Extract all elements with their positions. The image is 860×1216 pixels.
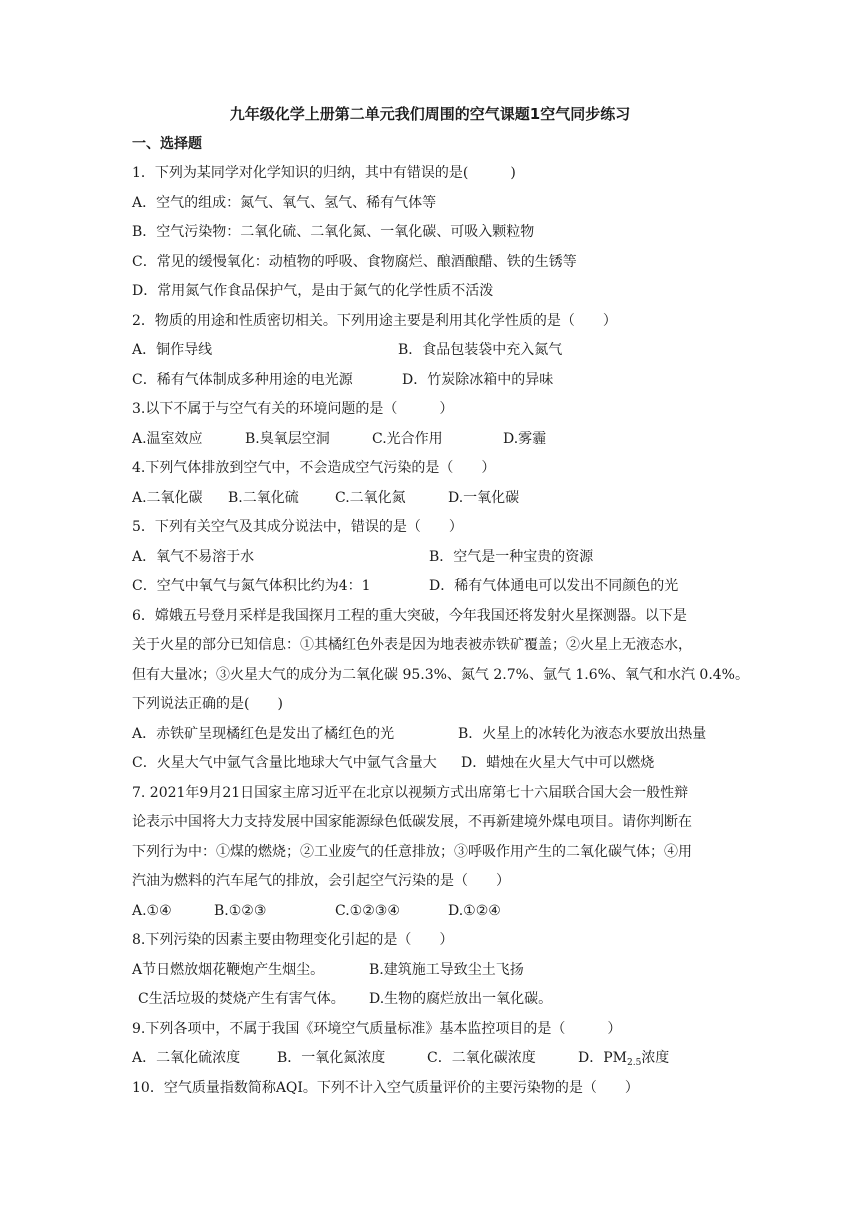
question-9-options (132, 1044, 752, 1074)
question-6-stem-line-1: 6．嫦娥五号登月采样是我国探月工程的重大突破，今年我国还将发射火星探测器。以下是 (132, 607, 687, 624)
question-6-option-d: D．蜡烛在火星大气中可以燃烧 (461, 755, 655, 771)
question-10-stem: 10．空气质量指数简称AQI。下列不计入空气质量评价的主要污染物的是（ ） (132, 1079, 639, 1096)
question-7-stem-line-4: 汽油为燃料的汽车尾气的排放，会引起空气污染的是（ ） (132, 873, 510, 889)
question-3-options (132, 425, 752, 455)
question-6-stem-line-3: 但有大量冰；③火星大气的成分为二氧化碳 95.3%、氮气 2.7%、氩气 1.6%、氧气和水汽 0.4%。 (132, 666, 749, 683)
question-8-option-c: C生活垃圾的焚烧产生有害气体。 (138, 991, 345, 1007)
question-9-option-a: A．二氧化硫浓度 (132, 1050, 241, 1066)
question-8-option-a: A节日燃放烟花鞭炮产生烟尘。 (132, 961, 325, 978)
question-3-option-d: D.雾霾 (503, 430, 547, 447)
question-4-stem: 4.下列气体排放到空气中，不会造成空气污染的是（ ） (132, 460, 496, 476)
question-5-option-d: D．稀有气体通电可以发出不同颜色的光 (429, 578, 679, 594)
question-2-option-b: B．食品包装袋中充入氮气 (398, 342, 563, 358)
question-6-option-a: A．赤铁矿呈现橘红色是发出了橘红色的光 (132, 725, 395, 742)
question-9-option-d-prefix: D．PM (578, 1050, 627, 1066)
question-6-option-c: C．火星大气中氩气含量比地球大气中氩气含量大 (132, 755, 437, 771)
question-7-option-a: A.①④ (132, 902, 172, 919)
question-6-stem-line-2: 关于火星的部分已知信息：①其橘红色外表是因为地表被赤铁矿覆盖；②火星上无液态水， (132, 637, 692, 653)
question-9-stem: 9.下列各项中，不属于我国《环境空气质量标准》基本监控项目的是（ ） (132, 1020, 622, 1037)
question-2-options-row-1 (132, 336, 752, 366)
question-4-option-a: A.二氧化碳 (132, 489, 203, 506)
question-7-option-b: B.①②③ (214, 902, 267, 919)
question-9-option-d-suffix: 浓度 (641, 1050, 670, 1066)
question-1-option-b: B．空气污染物：二氧化硫、二氧化氮、一氧化碳、可吸入颗粒物 (132, 224, 535, 240)
question-7-stem-line-2: 论表示中国将大力支持发展中国家能源绿色低碳发展，不再新建境外煤电项目。请你判断在 (132, 814, 692, 830)
question-1-option-a: A．空气的组成：氮气、氧气、氢气、稀有气体等 (132, 194, 437, 211)
question-9-option-c: C．二氧化碳浓度 (427, 1050, 536, 1066)
document-title: 九年级化学上册第二单元我们周围的空气课题1空气同步练习 (229, 105, 631, 123)
question-list (132, 159, 752, 1103)
question-8-option-b: B.建筑施工导致尘土飞扬 (369, 961, 524, 978)
question-5-options-row-2 (132, 572, 752, 602)
question-7-option-c: C.①②③④ (335, 902, 400, 919)
question-2-option-c: C．稀有气体制成多种用途的电光源 (132, 371, 353, 388)
question-4-option-d: D.一氧化碳 (448, 489, 520, 506)
question-2-option-d: D．竹炭除冰箱中的异味 (402, 371, 554, 388)
question-6-option-b: B．火星上的冰转化为液态水要放出热量 (458, 725, 707, 742)
pm-subscript: 2.5 (626, 1058, 642, 1068)
question-9-option-b: B．一氧化氮浓度 (277, 1050, 386, 1066)
question-3-option-a: A.温室效应 (132, 430, 203, 447)
question-5-option-b: B．空气是一种宝贵的资源 (429, 548, 594, 565)
question-8-options-row-1 (132, 956, 752, 986)
question-7-stem-line-1: 7. 2021年9月21日国家主席习近平在北京以视频方式出席第七十六届联合国大会一般性辩 (132, 784, 689, 801)
question-8-options-row-2 (132, 985, 752, 1015)
question-6-options-row-1 (132, 720, 752, 750)
question-2-options-row-2 (132, 366, 752, 396)
question-5-options-row-1 (132, 543, 752, 573)
question-2-option-a: A．铜作导线 (132, 342, 213, 358)
question-7-option-d: D.①②④ (448, 902, 501, 919)
question-1-stem: 1．下列为某同学对化学知识的归纳，其中有错误的是( ) (132, 165, 516, 181)
question-8-stem: 8.下列污染的因素主要由物理变化引起的是（ ） (132, 932, 454, 948)
question-5-stem: 5．下列有关空气及其成分说法中，错误的是（ ） (132, 519, 463, 535)
question-1-option-d: D．常用氮气作食品保护气，是由于氮气的化学性质不活泼 (132, 283, 494, 299)
question-8-option-d: D.生物的腐烂放出一氧化碳。 (369, 991, 553, 1007)
question-5-option-a: A．氧气不易溶于水 (132, 548, 255, 565)
question-3-option-c: C.光合作用 (372, 430, 443, 447)
question-7-options (132, 897, 752, 927)
question-3-option-b: B.臭氧层空洞 (245, 430, 330, 447)
question-1-option-c: C．常见的缓慢氧化：动植物的呼吸、食物腐烂、酿酒酿醋、铁的生锈等 (132, 253, 577, 270)
question-7-stem-line-3: 下列行为中：①煤的燃烧；②工业废气的任意排放；③呼吸作用产生的二氧化碳气体；④用 (132, 843, 692, 860)
section-heading: 一、选择题 (132, 136, 202, 152)
question-4-option-b: B.二氧化硫 (228, 489, 299, 506)
question-6-stem-line-4: 下列说法正确的是( ) (132, 696, 283, 712)
question-5-option-c: C．空气中氧气与氮气体积比约为4：1 (132, 578, 371, 594)
question-4-options (132, 484, 752, 514)
question-3-stem: 3.以下不属于与空气有关的环境问题的是（ ） (132, 401, 454, 417)
question-2-stem: 2．物质的用途和性质密切相关。下列用途主要是利用其化学性质的是（ ） (132, 312, 617, 329)
question-6-options-row-2 (132, 749, 752, 779)
question-4-option-c: C.二氧化氮 (335, 489, 406, 506)
